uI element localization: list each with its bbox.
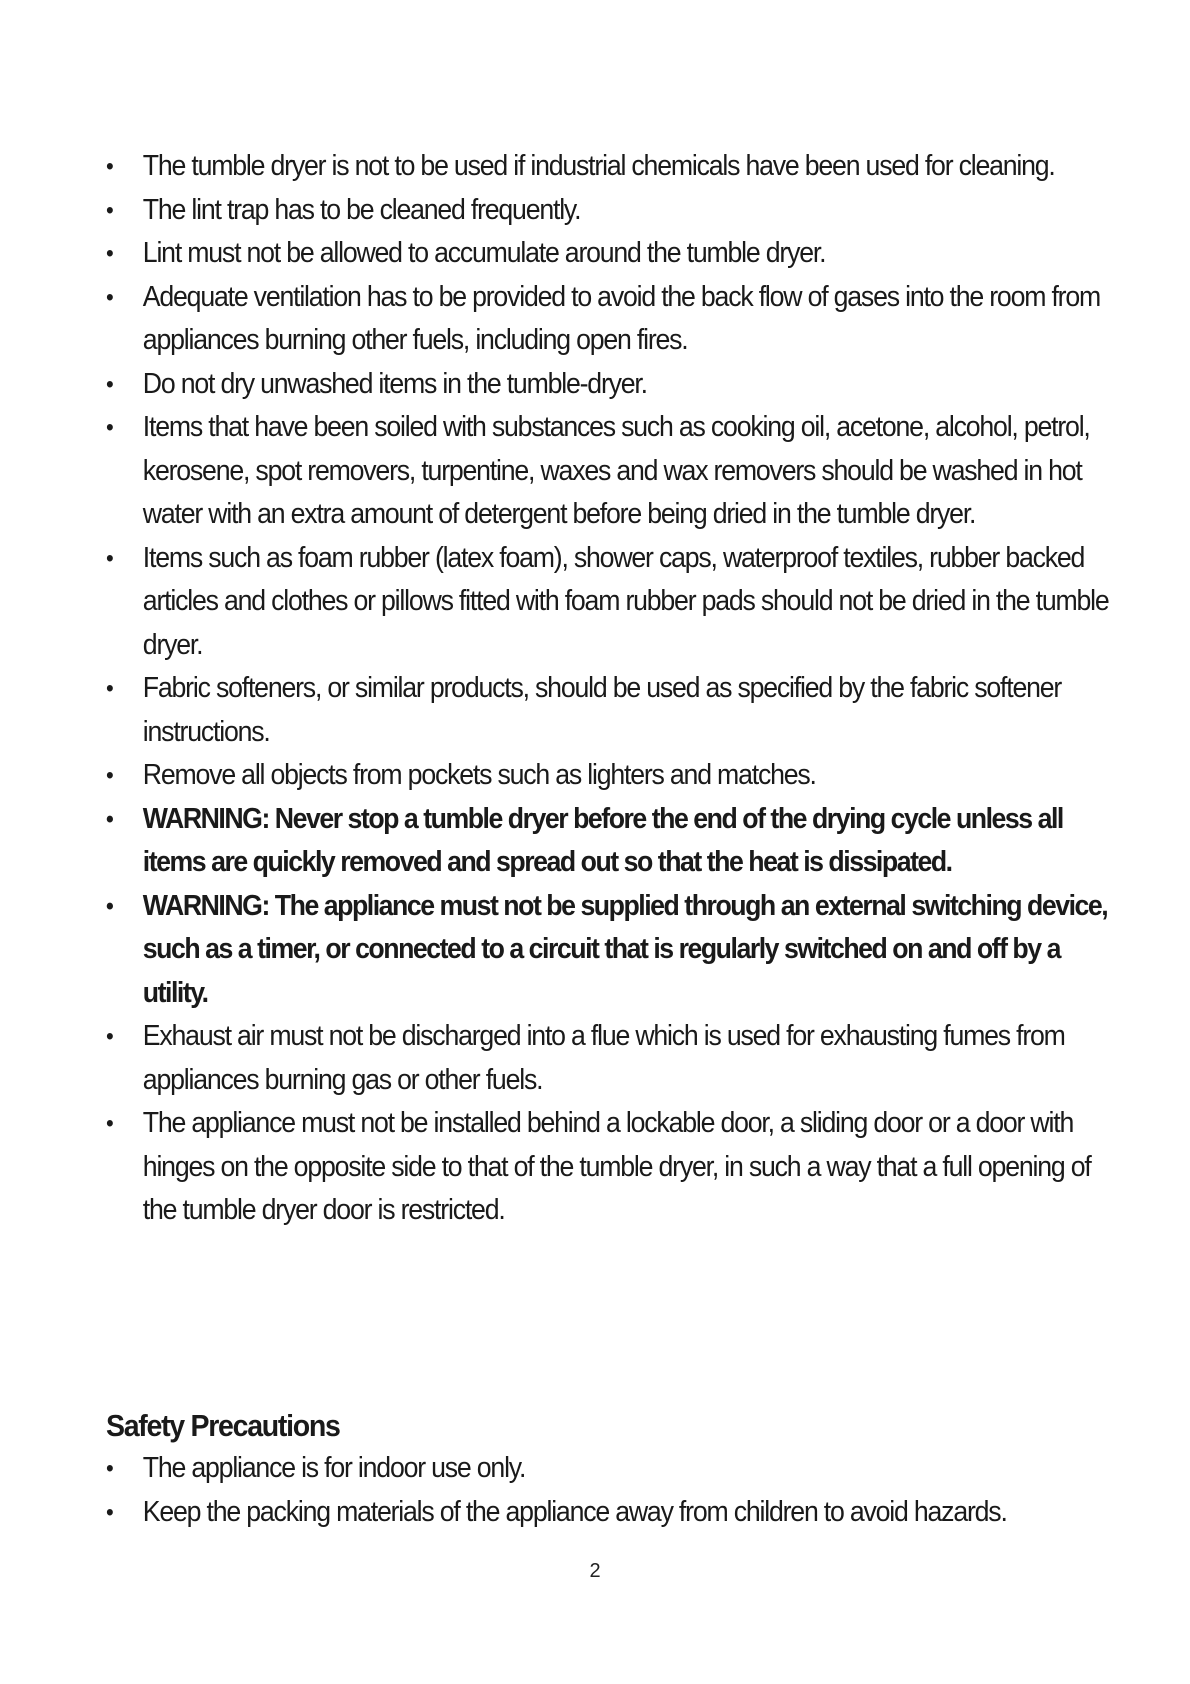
bullet-icon: •: [106, 283, 113, 311]
list-item: [106, 406, 1109, 537]
bullet-icon: •: [106, 675, 113, 702]
list-item-text: The lint trap has to be cleaned frequently.: [142, 193, 581, 226]
list-item: [106, 1102, 1109, 1233]
list-item: [106, 189, 1109, 233]
bullet-icon: •: [106, 1498, 113, 1526]
bullet-icon: •: [106, 153, 113, 180]
list-item-text: Do not dry unwashed items in the tumble-dryer.: [142, 367, 647, 400]
list-item: [106, 1015, 1109, 1102]
safety-instructions-list: [106, 145, 1109, 1233]
bullet-icon: •: [106, 414, 113, 441]
list-item-text: Fabric softeners, or similar products, should be used as specified by the fabric softener instructions.: [142, 672, 1062, 748]
list-item-text: Adequate ventilation has to be provided to avoid the back flow of gases into the room from appliances burning other fuels, including open fires.: [142, 280, 1101, 356]
list-item: [106, 363, 1109, 407]
warning-text: WARNING: The appliance must not be supplied through an external switching device, such as a timer, or connected to a circuit that is regularly switched on and off by a utility.: [142, 889, 1108, 1009]
bullet-icon: •: [106, 1455, 113, 1482]
warning-list-item: [106, 798, 1109, 885]
list-item: [106, 1447, 1109, 1491]
list-item-text: Remove all objects from pockets such as lighters and matches.: [142, 759, 816, 791]
list-item-text: Keep the packing materials of the appliance away from children to avoid hazards.: [142, 1495, 1007, 1528]
list-item-text: Lint must not be allowed to accumulate around the tumble dryer.: [142, 237, 826, 269]
warning-text: WARNING: Never stop a tumble dryer before the end of the drying cycle unless all items are quickly removed and spread out so that the heat is dissipated.: [142, 802, 1063, 878]
safety-precautions-list: [106, 1447, 1096, 1534]
page-number: 2: [589, 1560, 601, 1582]
list-item-text: The appliance is for indoor use only.: [142, 1452, 526, 1484]
bullet-icon: •: [106, 370, 113, 398]
list-item-text: Exhaust air must not be discharged into a flue which is used for exhausting fumes from appliances burning gas or other fuels.: [142, 1020, 1065, 1096]
list-item: [106, 232, 1109, 276]
warning-list-item: [106, 885, 1109, 1016]
list-item-text: Items that have been soiled with substances such as cooking oil, acetone, alcohol, petrol, kerosene, spot removers, turpentine, waxes and wax removers should be washed in hot water with an extra amount of detergent before being dried in the tumble dryer.: [142, 411, 1090, 530]
bullet-icon: •: [106, 892, 113, 920]
bullet-icon: •: [106, 544, 113, 572]
list-item-text: The appliance must not be installed behind a lockable door, a sliding door or a door with hinges on the opposite side to that of the tumble dryer, in such a way that a full opening of the tumble dryer door is restricted.: [142, 1107, 1091, 1226]
list-item: [106, 1491, 1109, 1535]
bullet-icon: •: [106, 762, 113, 789]
bullet-icon: •: [106, 1110, 113, 1137]
list-item: [106, 667, 1109, 754]
bullet-icon: •: [106, 1023, 113, 1050]
section-heading-safety-precautions: Safety Precautions: [106, 1408, 340, 1443]
bullet-icon: •: [106, 240, 113, 267]
bullet-icon: •: [106, 196, 113, 224]
list-item: [106, 276, 1109, 363]
list-item: [106, 754, 1109, 798]
list-item: [106, 537, 1109, 668]
bullet-icon: •: [106, 805, 113, 833]
list-item-text: The tumble dryer is not to be used if industrial chemicals have been used for cleaning.: [142, 150, 1055, 182]
list-item: [106, 145, 1109, 189]
list-item-text: Items such as foam rubber (latex foam), shower caps, waterproof textiles, rubber backed articles and clothes or pillows fitted with foam rubber pads should not be dried in the tumble dryer.: [142, 541, 1109, 661]
